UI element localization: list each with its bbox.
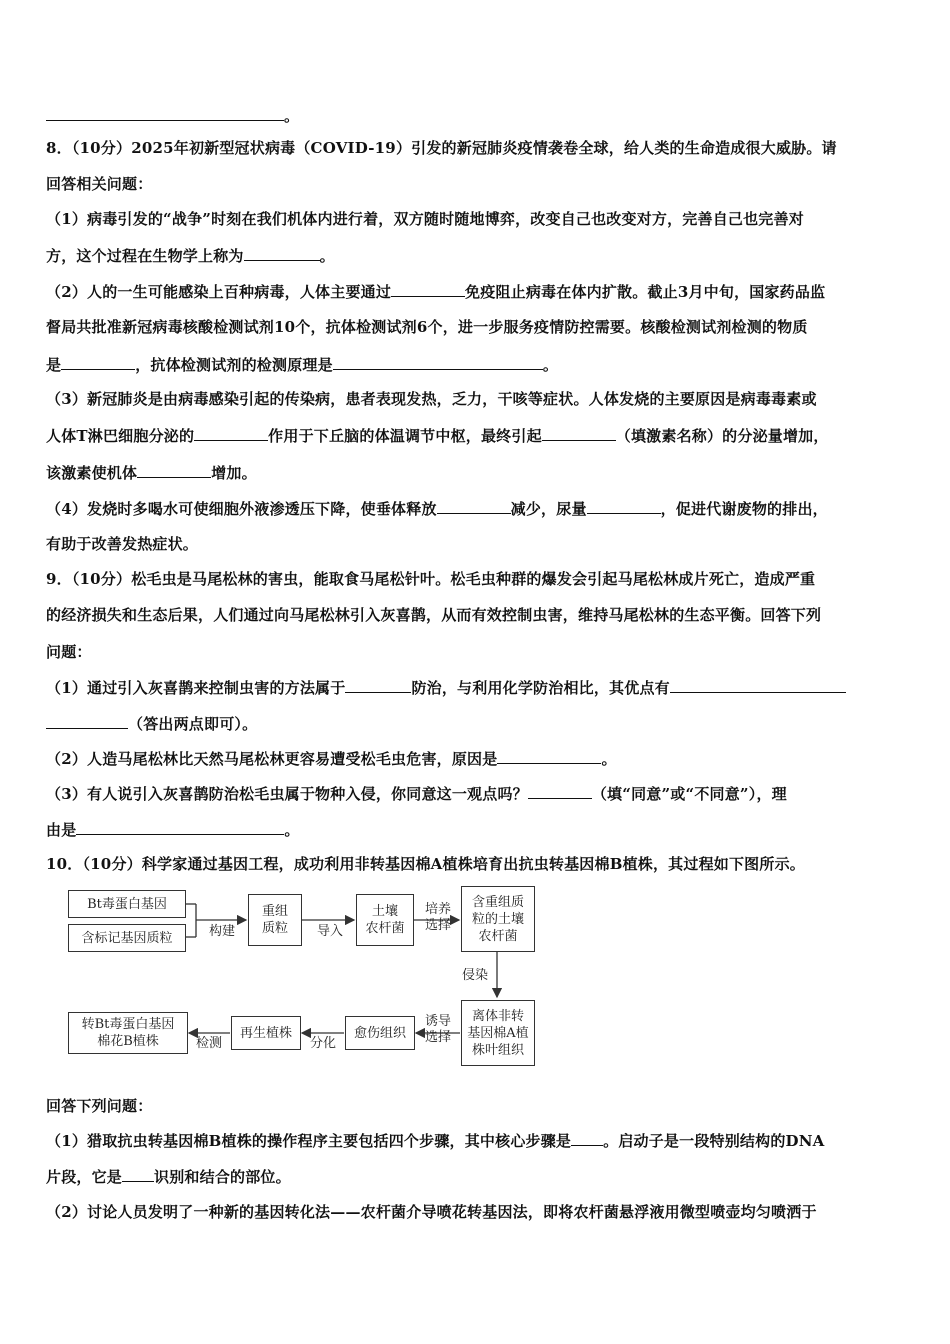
box-leaf-tissue: 离体非转 基因棉A植 株叶组织: [461, 1000, 535, 1066]
q9-part1-line2: （答出两点即可）。: [46, 713, 906, 734]
answer-blank[interactable]: [497, 748, 601, 764]
answer-blank[interactable]: [437, 498, 511, 514]
q8-part3-line1: （3）新冠肺炎是由病毒感染引起的传染病，患者表现发热，乏力，干咳等症状。人体发烧的主要原因是病毒毒素或: [46, 390, 817, 408]
q8-part3-line2: 人体T淋巴细胞分泌的 作用于下丘脑的体温调节中枢，最终引起 （填激素名称）的分泌量增加，: [46, 427, 829, 445]
answer-blank[interactable]: [46, 713, 128, 729]
gene-engineering-flow-diagram: [62, 880, 552, 1070]
box-bt-gene: Bt毒蛋白基因: [68, 890, 186, 918]
answer-blank[interactable]: [333, 354, 543, 370]
q8-stem-line1: 8．（10分）2025年初新型冠状病毒（COVID-19）引发的新冠肺炎疫情袭卷全球，给人类的生命造成很大威胁。请: [46, 139, 837, 157]
box-agrobacterium: 土壤 农杆菌: [356, 894, 414, 946]
box-agrobacterium-with-recombinant: 含重组质 粒的土壤 农杆菌: [461, 886, 535, 952]
answer-blank[interactable]: [391, 281, 465, 297]
q8-part4-line1: （4）发烧时多喝水可使细胞外液渗透压下降，使垂体释放 减少，尿量 ，促进代谢废物的排出，: [46, 500, 828, 518]
box-regenerated-plant: 再生植株: [231, 1016, 301, 1050]
label-import: 导入: [316, 924, 343, 939]
answer-blank[interactable]: [46, 105, 284, 121]
q9-part1-line1: （1）通过引入灰喜鹊来控制虫害的方法属于 防治，与利用化学防治相比，其优点有: [46, 677, 906, 698]
answer-blank[interactable]: [76, 819, 284, 835]
box-transgenic-cotton-b: 转Bt毒蛋白基因 棉花B植株: [68, 1012, 188, 1054]
q9-part3-line1: （3）有人说引入灰喜鹊防治松毛虫属于物种入侵，你同意这一观点吗？ （填“同意”或“不同意”），理: [46, 785, 787, 803]
label-infect: 侵染: [461, 968, 488, 983]
q9-stem-line3: 问题：: [46, 643, 92, 661]
q10-stem-line1: 10．（10分）科学家通过基因工程，成功利用非转基因棉A植株培育出抗虫转基因棉B植株，其过程如下图所示。: [46, 855, 805, 873]
q8-stem-line2: 回答相关问题：: [46, 175, 153, 193]
q10-part1-line2: 片段，它是 识别和结合的部位。: [46, 1168, 291, 1186]
answer-blank[interactable]: [587, 498, 661, 514]
answer-blank[interactable]: [571, 1130, 603, 1146]
answer-blank[interactable]: [670, 677, 846, 693]
q9-stem-line1: 9．（10分）松毛虫是马尾松林的害虫，能取食马尾松针叶。松毛虫种群的爆发会引起马尾松林成片死亡，造成严重: [46, 570, 816, 588]
answer-blank[interactable]: [137, 462, 211, 478]
q8-part2-line2: 督局共批准新冠病毒核酸检测试剂10个，抗体检测试剂6个，进一步服务疫情防控需要。核酸检测试剂检测的物质: [46, 318, 808, 336]
q8-part3-line3: 该激素使机体 增加。: [46, 464, 257, 482]
label-induce-select: 诱导 选择: [424, 1014, 451, 1045]
q8-part2-line1: （2）人的一生可能感染上百种病毒，人体主要通过 免疫阻止病毒在体内扩散。截止3月中旬，国家药品监: [46, 283, 826, 301]
q8-part2-line3: 是 ，抗体检测试剂的检测原理是 。: [46, 356, 559, 374]
q9-stem-line2: 的经济损失和生态后果，人们通过向马尾松林引入灰喜鹊，从而有效控制虫害，维持马尾松林的生态平衡。回答下列: [46, 606, 822, 624]
answer-blank[interactable]: [122, 1166, 154, 1182]
q8-part1-line1: （1）病毒引发的“战争”时刻在我们机体内进行着，双方随时随地博弈，改变自己也改变对方，完善自己也完善对: [46, 210, 804, 228]
answer-blank[interactable]: [194, 425, 268, 441]
label-differentiate: 分化: [309, 1036, 336, 1051]
box-callus: 愈伤组织: [345, 1016, 415, 1050]
prev-answer-line: 。: [46, 105, 906, 126]
answer-blank[interactable]: [345, 677, 411, 693]
answer-blank[interactable]: [528, 783, 592, 799]
answer-blank[interactable]: [61, 354, 135, 370]
q9-part2-line1: （2）人造马尾松林比天然马尾松林更容易遭受松毛虫危害，原因是 。: [46, 750, 617, 768]
label-construct: 构建: [208, 924, 235, 939]
q9-part3-line2: 由是 。: [46, 821, 300, 839]
box-marker-plasmid: 含标记基因质粒: [68, 924, 186, 952]
label-detect: 检测: [195, 1036, 222, 1051]
answer-blank[interactable]: [244, 245, 320, 261]
q8-part4-line2: 有助于改善发热症状。: [46, 535, 199, 553]
q10-part1-line1: （1）猎取抗虫转基因棉B植株的操作程序主要包括四个步骤，其中核心步骤是 。启动子是一段特别结构的DNA: [46, 1132, 825, 1150]
q8-part1-line2: 方，这个过程在生物学上称为 。: [46, 247, 335, 265]
label-culture-select: 培养 选择: [424, 902, 451, 933]
q10-prompt: 回答下列问题：: [46, 1097, 153, 1115]
box-recombinant-plasmid: 重组 质粒: [248, 894, 302, 946]
answer-blank[interactable]: [542, 425, 616, 441]
q10-part2-line1: （2）讨论人员发明了一种新的基因转化法——农杆菌介导喷花转基因法，即将农杆菌悬浮液用微型喷壶均匀喷洒于: [46, 1203, 817, 1221]
